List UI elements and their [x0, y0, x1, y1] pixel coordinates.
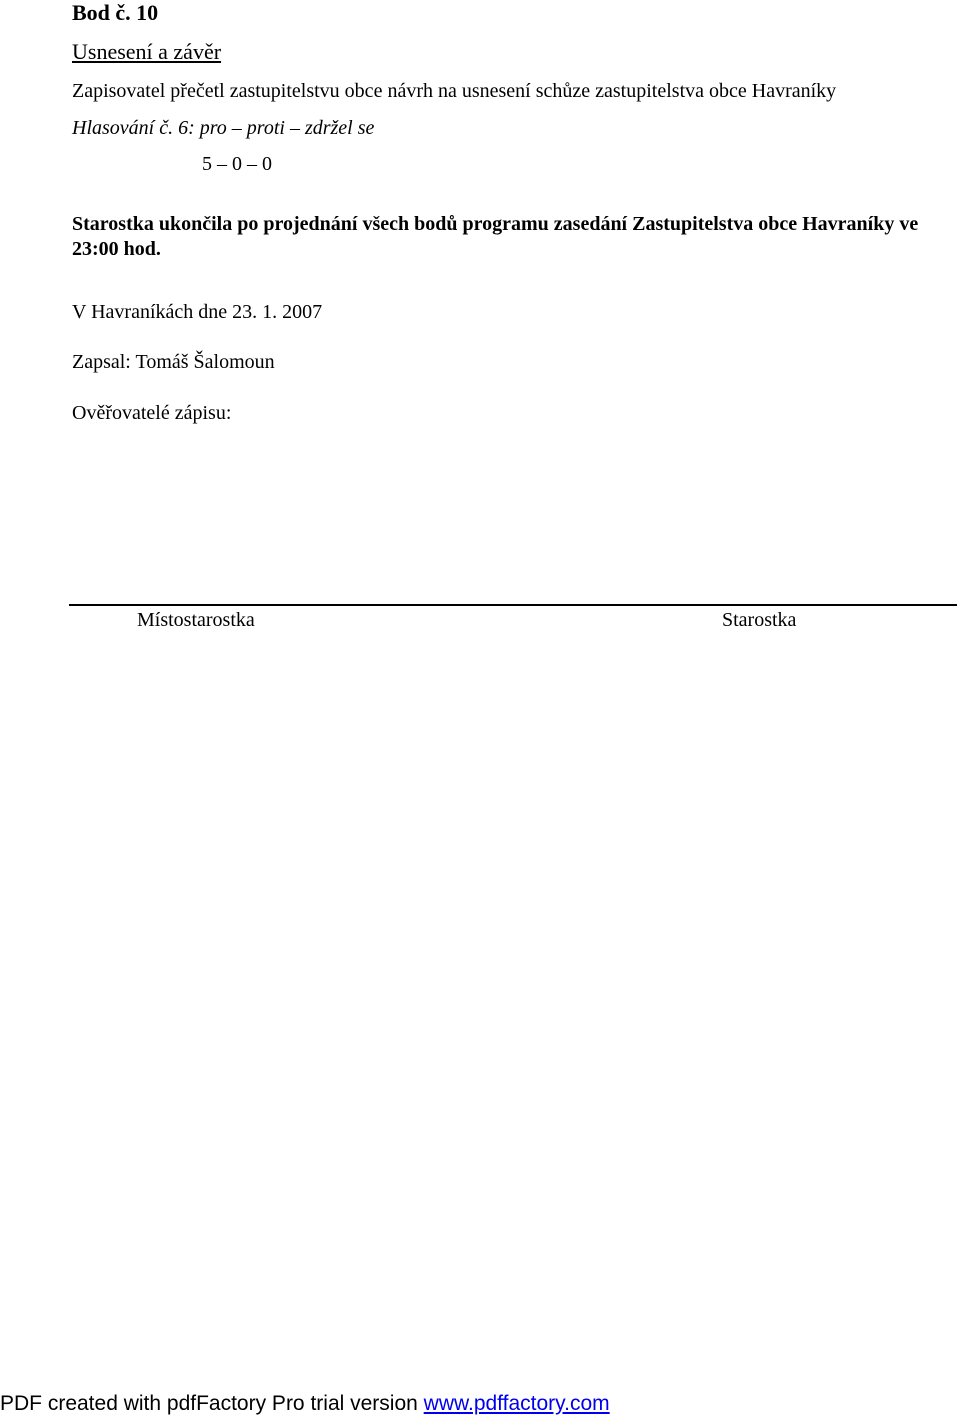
section-subtitle: Usnesení a závěr — [72, 39, 222, 64]
footer-text: PDF created with pdfFactory Pro trial version — [0, 1392, 424, 1415]
vote-label: Hlasování č. 6: pro – proti – zdržel se — [72, 117, 375, 139]
verifiers-label: Ověřovatelé zápisu: — [72, 402, 232, 424]
section-title: Bod č. 10 — [72, 0, 159, 25]
place-date: V Havraníkách dne 23. 1. 2007 — [72, 301, 323, 323]
signature-right-label: Starostka — [722, 609, 797, 631]
signature-line — [69, 604, 957, 606]
pdf-footer — [0, 1391, 610, 1417]
vote-result: 5 – 0 – 0 — [202, 153, 272, 175]
closing-paragraph: Starostka ukončila po projednání všech bodů programu zasedání Zastupitelstva obce Havraníky ve 23:00 hod. — [72, 213, 919, 260]
recorded-by: Zapsal: Tomáš Šalomoun — [72, 351, 275, 373]
footer-link[interactable]: www.pdffactory.com — [423, 1392, 610, 1415]
signature-left-label: Místostarostka — [137, 609, 255, 631]
resolution-paragraph: Zapisovatel přečetl zastupitelstvu obce návrh na usnesení schůze zastupitelstva obce Havraníky — [72, 80, 837, 102]
